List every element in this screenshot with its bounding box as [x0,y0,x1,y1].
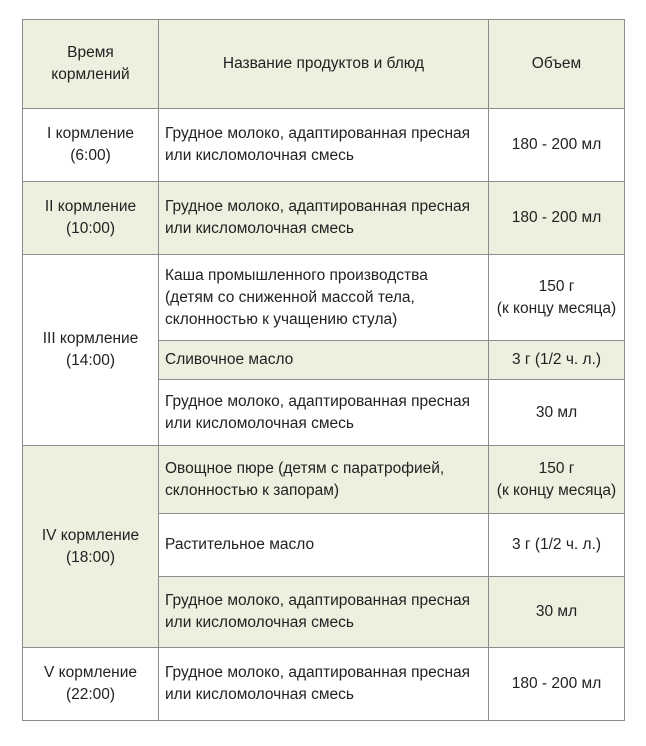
header-time-line1: Время [67,44,114,61]
product-cell [159,255,489,341]
time-label: IV кормление [41,526,140,544]
time-cell [23,109,159,182]
time-value: (22:00) [65,686,116,703]
feeding-schedule-table [22,19,625,721]
time-cell [23,182,159,255]
volume-cell: 30 мл [489,380,625,446]
volume-line: 150 г [538,459,575,477]
volume-cell [489,255,625,341]
product-line: Грудное молоко, адаптированная пресная [165,664,471,681]
product-cell [159,446,489,514]
volume-cell: 180 - 200 мл [489,182,625,255]
table-row [23,446,625,514]
volume-line: 150 г [538,277,575,295]
product-cell: Растительное масло [159,514,489,577]
header-time-line2: кормлений [51,66,130,83]
table-row [23,648,625,721]
product-line: Овощное пюре (детям с паратрофией, [165,459,445,477]
time-label: II кормление [44,198,137,215]
table-row [23,182,625,255]
volume-cell: 180 - 200 мл [489,109,625,182]
time-label: V кормление [44,664,137,681]
product-line: или кисломолочная смесь [165,614,354,631]
product-line: Грудное молоко, адаптированная пресная [165,592,471,609]
time-label: III кормление [42,330,139,347]
product-line: Грудное молоко, адаптированная пресная [165,125,471,142]
time-cell [23,255,159,446]
table-header-row [23,20,625,109]
product-cell [159,577,489,648]
product-line: или кисломолочная смесь [165,414,354,432]
product-line: (детям со сниженной массой тела, [165,288,415,306]
product-cell [159,109,489,182]
time-label: I кормление [47,125,134,142]
volume-cell: 30 мл [489,577,625,648]
time-value: (14:00) [65,352,116,369]
product-line: или кисломолочная смесь [165,220,354,237]
volume-line: (к концу месяца) [496,481,617,499]
product-line: Грудное молоко, адаптированная пресная [165,198,471,215]
header-time-cell [23,20,159,109]
time-cell [23,446,159,648]
time-value: (10:00) [65,220,116,237]
product-line: Каша промышленного производства [165,266,428,284]
product-cell [159,380,489,446]
product-line: склонностью к учащению стула) [165,310,398,328]
time-value: (18:00) [65,548,116,566]
product-line: или кисломолочная смесь [165,147,354,164]
volume-cell: 3 г (1/2 ч. л.) [489,341,625,380]
product-cell [159,648,489,721]
table-row [23,109,625,182]
product-line: Грудное молоко, адаптированная пресная [165,392,471,410]
time-value: (6:00) [70,147,111,164]
product-cell [159,182,489,255]
table-row [23,255,625,341]
product-line: или кисломолочная смесь [165,686,354,703]
product-line: склонностью к запорам) [165,481,340,499]
header-products-cell: Название продуктов и блюд [159,20,489,109]
header-volume-cell: Объем [489,20,625,109]
volume-cell: 180 - 200 мл [489,648,625,721]
product-cell: Сливочное масло [159,341,489,380]
volume-cell [489,446,625,514]
volume-cell: 3 г (1/2 ч. л.) [489,514,625,577]
volume-line: (к концу месяца) [496,299,617,317]
time-cell [23,648,159,721]
